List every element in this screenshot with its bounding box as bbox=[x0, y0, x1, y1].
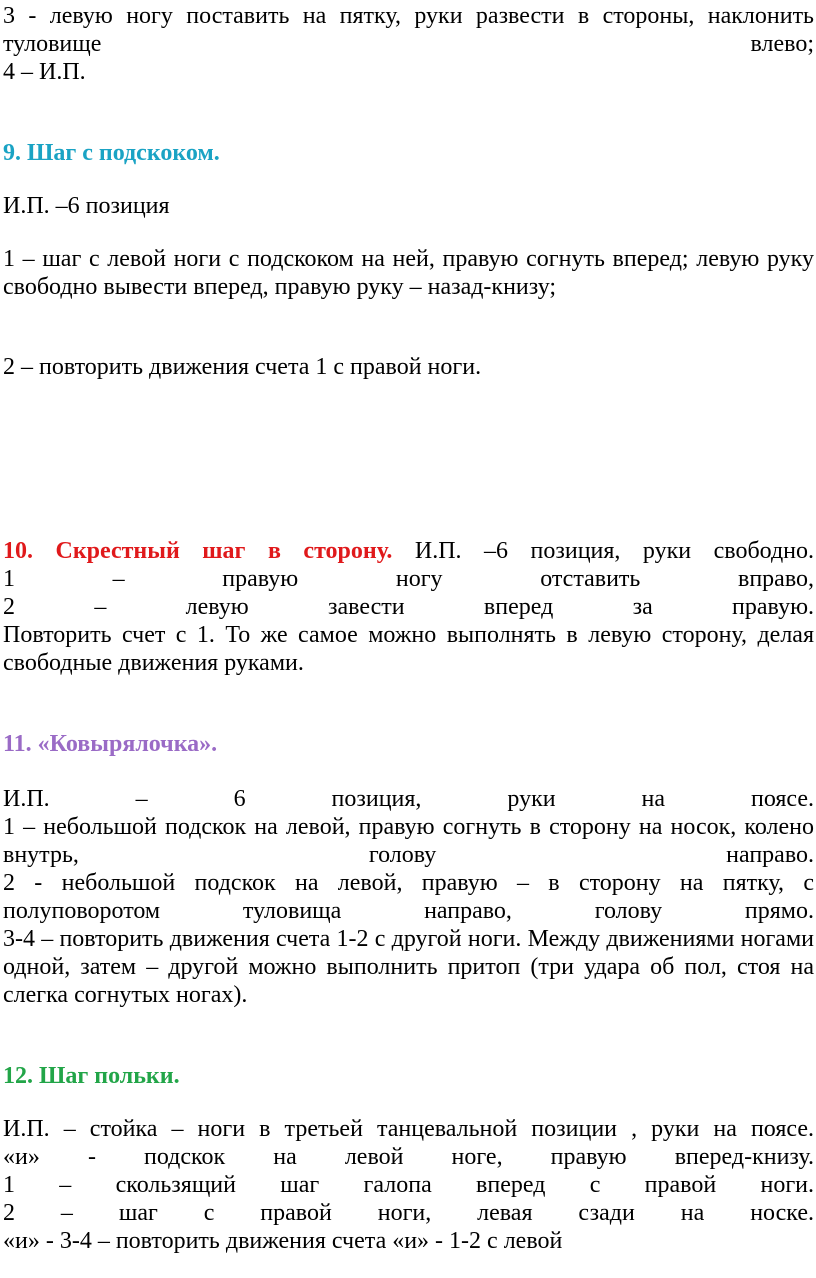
section-9-count-1-line-1: 1 – шаг с левой ноги с подскоком на ней, правую согнуть вперед; левую руку bbox=[3, 246, 814, 272]
section-11-line-3: внутрь, голову направо. bbox=[3, 842, 814, 868]
section-11-line-1: И.П. – 6 позиция, руки на поясе. bbox=[3, 786, 814, 812]
section-12-line-2: «и» - подскок на левой ноге, правую вперед-книзу. bbox=[3, 1144, 814, 1170]
intro-line-3: 4 – И.П. bbox=[3, 59, 86, 85]
section-10-line-5: свободные движения руками. bbox=[3, 650, 304, 676]
section-11-heading: 11. «Ковырялочка». bbox=[3, 731, 218, 757]
section-11-line-4: 2 - небольшой подскок на левой, правую – в сторону на пятку, с bbox=[3, 870, 814, 896]
section-12-line-3: 1 – скользящий шаг галопа вперед с правой ноги. bbox=[3, 1172, 814, 1198]
section-12-line-5: «и» - 3-4 – повторить движения счета «и» - 1-2 с левой bbox=[3, 1228, 563, 1254]
section-11-line-8: слегка согнутых ногах). bbox=[3, 982, 248, 1008]
section-9-count-1 bbox=[3, 245, 814, 301]
section-10-line-3: 2 – левую завести вперед за правую. bbox=[3, 594, 814, 620]
section-11-body bbox=[3, 785, 814, 1009]
section-10-line-1 bbox=[3, 537, 814, 565]
section-11-line-2: 1 – небольшой подскок на левой, правую согнуть в сторону на носок, колено bbox=[3, 814, 814, 840]
section-9-start-position: И.П. –6 позиция bbox=[3, 193, 170, 219]
section-10-line-4: Повторить счет с 1. То же самое можно выполнять в левую сторону, делая bbox=[3, 622, 814, 648]
section-12-line-4: 2 – шаг с правой ноги, левая сзади на носке. bbox=[3, 1200, 814, 1226]
section-12-heading: 12. Шаг польки. bbox=[3, 1063, 180, 1089]
section-11-line-5: полуповоротом туловища направо, голову прямо. bbox=[3, 898, 814, 924]
intro-line-2-left: туловище bbox=[3, 31, 102, 57]
intro-line-2 bbox=[3, 30, 814, 58]
section-10-line-1-rest: И.П. –6 позиция, руки свободно. bbox=[414, 538, 815, 564]
section-11-line-7: одной, затем – другой можно выполнить притоп (три удара об пол, стоя на bbox=[3, 954, 814, 980]
section-12-line-1: И.П. – стойка – ноги в третьей танцевальной позиции , руки на поясе. bbox=[3, 1116, 814, 1142]
section-10 bbox=[3, 537, 814, 677]
section-11-line-6: 3-4 – повторить движения счета 1-2 с другой ноги. Между движениями ногами bbox=[3, 926, 814, 952]
intro-line-1: 3 - левую ногу поставить на пятку, руки развести в стороны, наклонить bbox=[3, 3, 814, 29]
section-9-count-1-line-2: свободно вывести вперед, правую руку – назад-книзу; bbox=[3, 274, 557, 300]
section-12-body bbox=[3, 1115, 814, 1255]
intro-block bbox=[3, 2, 814, 86]
intro-line-2-right: влево; bbox=[750, 31, 814, 57]
section-9-count-2: 2 – повторить движения счета 1 с правой ноги. bbox=[3, 354, 482, 380]
section-10-heading: 10. Скрестный шаг в сторону. bbox=[3, 538, 393, 564]
section-10-line-2: 1 – правую ногу отставить вправо, bbox=[3, 566, 814, 592]
section-9-heading: 9. Шаг с подскоком. bbox=[3, 140, 220, 166]
